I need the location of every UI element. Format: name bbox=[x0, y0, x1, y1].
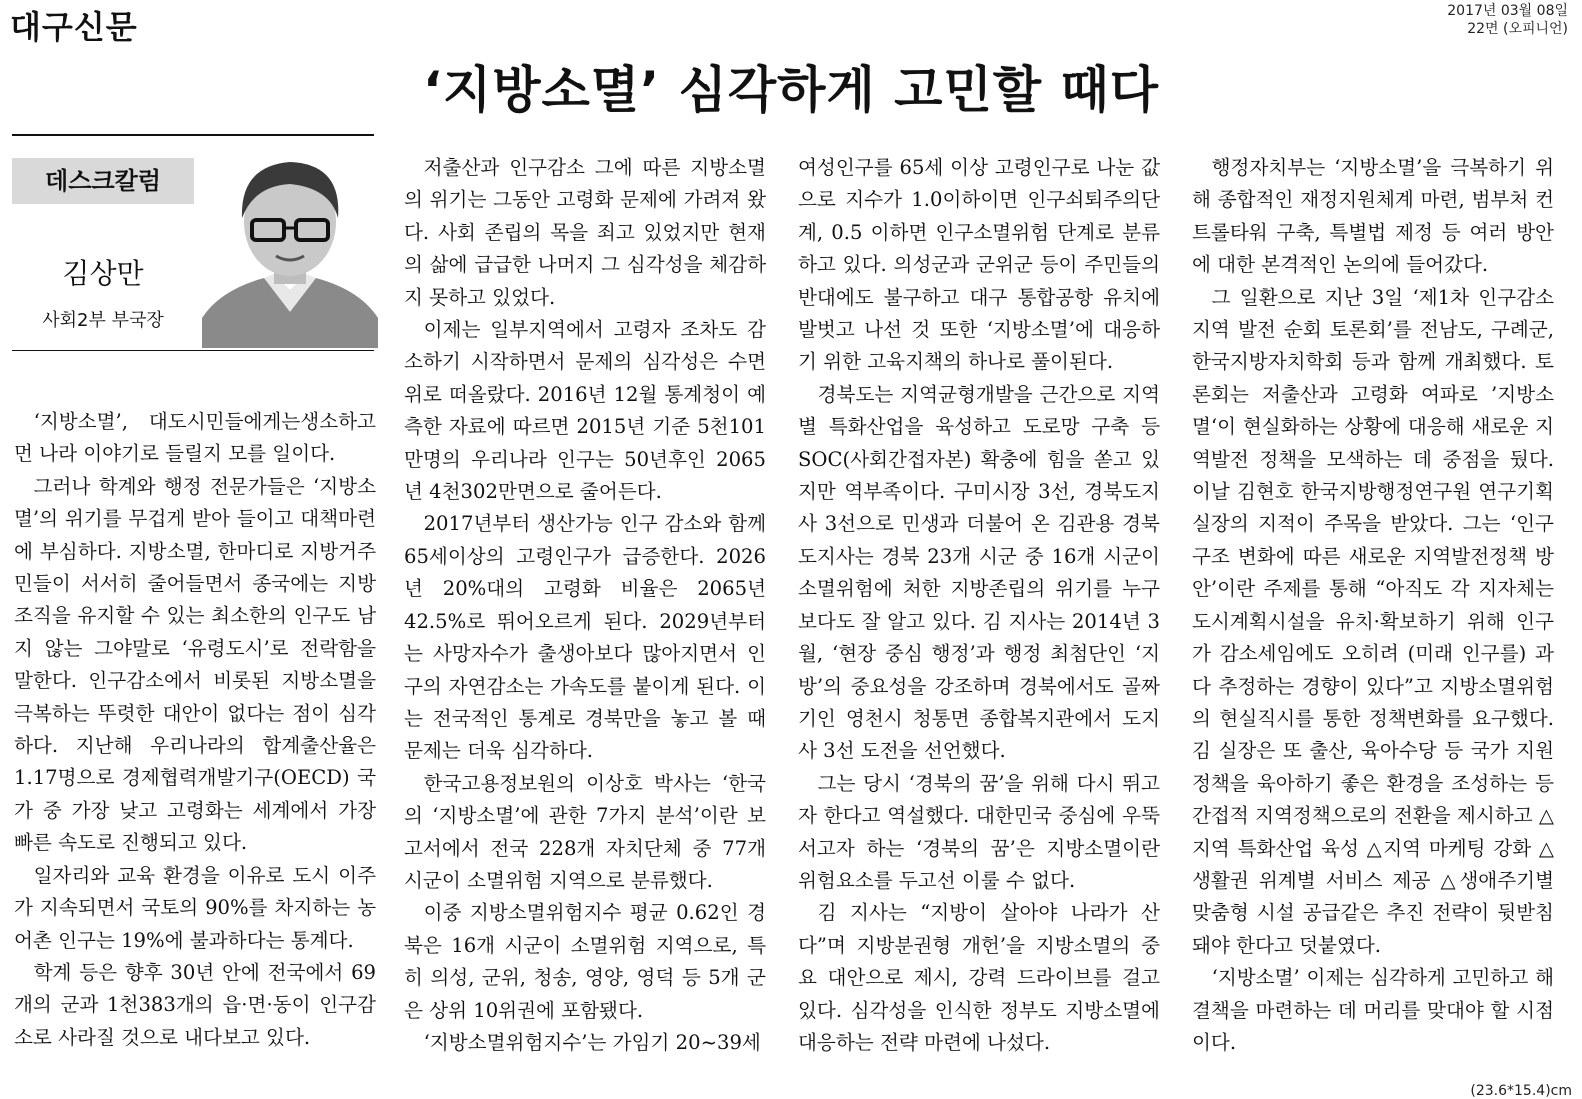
paragraph: 행정자치부는 ‘지방소멸’을 극복하기 위해 종합적인 재정지원체계 마련, 범부처 컨트롤타워 구축, 특별법 제정 등 여러 방안에 대한 본격적인 논의에 들어갔다. bbox=[1192, 156, 1554, 277]
author-name: 김상만 bbox=[62, 257, 144, 290]
author-title: 사회2부 부국장 bbox=[42, 310, 164, 331]
article-column-3 bbox=[798, 152, 1160, 1059]
article-column-2 bbox=[404, 152, 766, 1059]
paragraph: 이중 지방소멸위험지수 평균 0.62인 경북은 16개 시군이 소멸위험 지역으로, 특히 의성, 군위, 청송, 영양, 영덕 등 5개 군은 상위 10위권에 포함됐다. bbox=[404, 901, 766, 1022]
paragraph: 김 지사는 “지방이 살아야 나라가 산다”며 지방분권형 개헌’을 지방소멸의 중요 대안으로 제시, 강력 드라이브를 걸고 있다. 심각성을 인식한 정부도 지방소멸에 대응하는 전략 마련에 나섰다. bbox=[798, 901, 1160, 1054]
paragraph: ‘지방소멸’ 이제는 심각하게 고민하고 해결책을 마련하는 데 머리를 맞대야 할 시점이다. bbox=[1192, 966, 1554, 1054]
column-box-top-rule bbox=[12, 134, 374, 136]
paragraph: 저출산과 인구감소 그에 따른 지방소멸의 위기는 그동안 고령화 문제에 가려져 왔다. 사회 존립의 목을 죄고 있었지만 현재의 삶에 급급한 나머지 그 심각성을 체감하지 못하고 있었다. bbox=[404, 156, 766, 309]
paragraph: 학계 등은 향후 30년 안에 전국에서 69개의 군과 1천383개의 읍·면·동이 인구감소로 사라질 것으로 내다보고 있다. bbox=[14, 960, 376, 1049]
paragraph-continued: 여성인구를 65세 이상 고령인구로 나눈 값으로 지수가 1.0이하이면 인구쇠퇴주의단계, 0.5 이하면 인구소멸위험 단계로 분류하고 있다. 의성군과 군위군 등이 주민들의 반대에도 불구하고 대구 통합공항 유치에 발벗고 나선 것 또한 ‘지방소멸’에 대응하기 위한 고육지책의 하나로 풀이된다. bbox=[798, 156, 1160, 374]
paragraph: 일자리와 교육 환경을 이유로 도시 이주가 지속되면서 국토의 90%를 차지하는 농어촌 인구는 19%에 불과하다는 통계다. bbox=[14, 863, 376, 952]
paragraph: 그는 당시 ‘경북의 꿈’을 위해 다시 뛰고자 한다고 역설했다. 대한민국 중심에 우뚝서고자 하는 ‘경북의 꿈’은 지방소멸이란 위험요소를 두고선 이룰 수 없다. bbox=[798, 771, 1160, 892]
publication-meta bbox=[1447, 2, 1568, 38]
paragraph: 한국고용정보원의 이상호 박사는 ‘한국의 ‘지방소멸’에 관한 7가지 분석’이란 보고서에서 전국 228개 자치단체 중 77개 시군이 소멸위험 지역으로 분류했다. bbox=[404, 771, 766, 892]
publication-date: 2017년 03월 08일 bbox=[1447, 3, 1568, 19]
column-label: 데스크칼럼 bbox=[12, 158, 194, 204]
paragraph: ‘지방소멸위험지수’는 가임기 20~39세 bbox=[423, 1030, 761, 1054]
article-column-1 bbox=[14, 406, 376, 1054]
newspaper-masthead: 대구신문 bbox=[10, 8, 138, 46]
paragraph: ‘지방소멸’, 대도시민들에게는생소하고 먼 나라 이야기로 들릴지 모를 일이다. bbox=[14, 410, 376, 466]
column-box-bottom-rule bbox=[12, 350, 374, 351]
author-photo bbox=[202, 140, 378, 348]
paragraph: 2017년부터 생산가능 인구 감소와 함께 65세이상의 고령인구가 급증한다. 2026년 20%대의 고령화 비율은 2065년 42.5%로 뛰어오르게 된다. 2029년부터는 사망자수가 출생아보다 많아지면서 인구의 자연감소는 가속도를 붙이게 된다. 이는 전국적인 통계로 경북만을 놓고 볼 때 문제는 더욱 심각하다. bbox=[404, 512, 766, 763]
paragraph: 그러나 학계와 행정 전문가들은 ‘지방소멸’의 위기를 무겁게 받아 들이고 대책마련에 부심하다. 지방소멸, 한마디로 지방거주민들이 서서히 줄어들면서 종국에는 지방조직을 유지할 수 있는 최소한의 인구도 남지 않는 그야말로 ‘유령도시’로 전락함을 말한다. 인구감소에서 비롯된 지방소멸을 극복하는 뚜렷한 대안이 없다는 점이 심각하다. 지난해 우리나라의 합계출산율은 1.17명으로 경제협력개발기구(OECD) 국가 중 가장 낮고 고령화는 세계에서 가장 빠른 속도로 진행되고 있다. bbox=[14, 474, 376, 855]
article-headline: ‘지방소멸’ 심각하게 고민할 때다 bbox=[422, 61, 1160, 119]
paragraph: 이제는 일부지역에서 고령자 조차도 감소하기 시작하면서 문제의 심각성은 수면위로 떠올랐다. 2016년 12월 통계청이 예측한 자료에 따르면 2015년 기준 5천101만명의 우리나라 인구는 50년후인 2065년 4천302만면으로 줄어든다. bbox=[404, 318, 766, 504]
paragraph: 그 일환으로 지난 3일 ‘제1차 인구감소 지역 발전 순회 토론회’를 전남도, 구례군, 한국지방자치학회 등과 함께 개최했다. 토론회는 저출산과 고령화 여파로 ’지방소멸‘이 현실화하는 상황에 대응해 새로운 지역발전 정책을 모색하는 데 중점을 뒀다. 이날 김현호 한국지방행정연구원 연구기획실장의 지적이 주목을 받았다. 그는 ‘인구구조 변화에 따른 새로운 지역발전정책 방안’이란 주제를 통해 “아직도 각 지자체는 도시계획시설을 유치·확보하기 위해 인구가 감소세임에도 오히려 (미래 인구를) 과다 추정하는 경향이 있다”고 지방소멸위험의 현실직시를 통한 정책변화를 요구했다. 김 실장은 또 출산, 육아수당 등 국가 지원정책을 육아하기 좋은 환경을 조성하는 등 간접적 지역정책으로의 전환을 제시하고 △지역 특화산업 육성 △지역 마케팅 강화 △생활권 위계별 서비스 제공 △생애주기별 맞춤형 시설 공급같은 추진 전략이 뒷받침돼야 한다고 덧붙였다. bbox=[1192, 285, 1554, 957]
page-info: 22면 (오피니언) bbox=[1467, 21, 1568, 37]
paragraph: 경북도는 지역균형개발을 근간으로 지역별 특화산업을 육성하고 도로망 구축 등 SOC(사회간접자본) 확충에 힘을 쏟고 있지만 역부족이다. 구미시장 3선, 경북도지사 3선으로 민생과 더불어 온 김관용 경북도지사는 경북 23개 시군 중 16개 시군이 소멸위험에 처한 지방존립의 위기를 누구보다도 잘 알고 있다. 김 지사는 2014년 3월, ‘현장 중심 행정’과 행정 최첨단인 ‘지방’의 중요성을 강조하며 경북에서도 골짜기인 영천시 청통면 종합복지관에서 도지사 3선 도전을 선언했다. bbox=[798, 382, 1160, 763]
article-column-4 bbox=[1192, 152, 1554, 1059]
article-size-note: (23.6*15.4)cm bbox=[1470, 1083, 1572, 1099]
author-portrait-image bbox=[202, 140, 378, 348]
